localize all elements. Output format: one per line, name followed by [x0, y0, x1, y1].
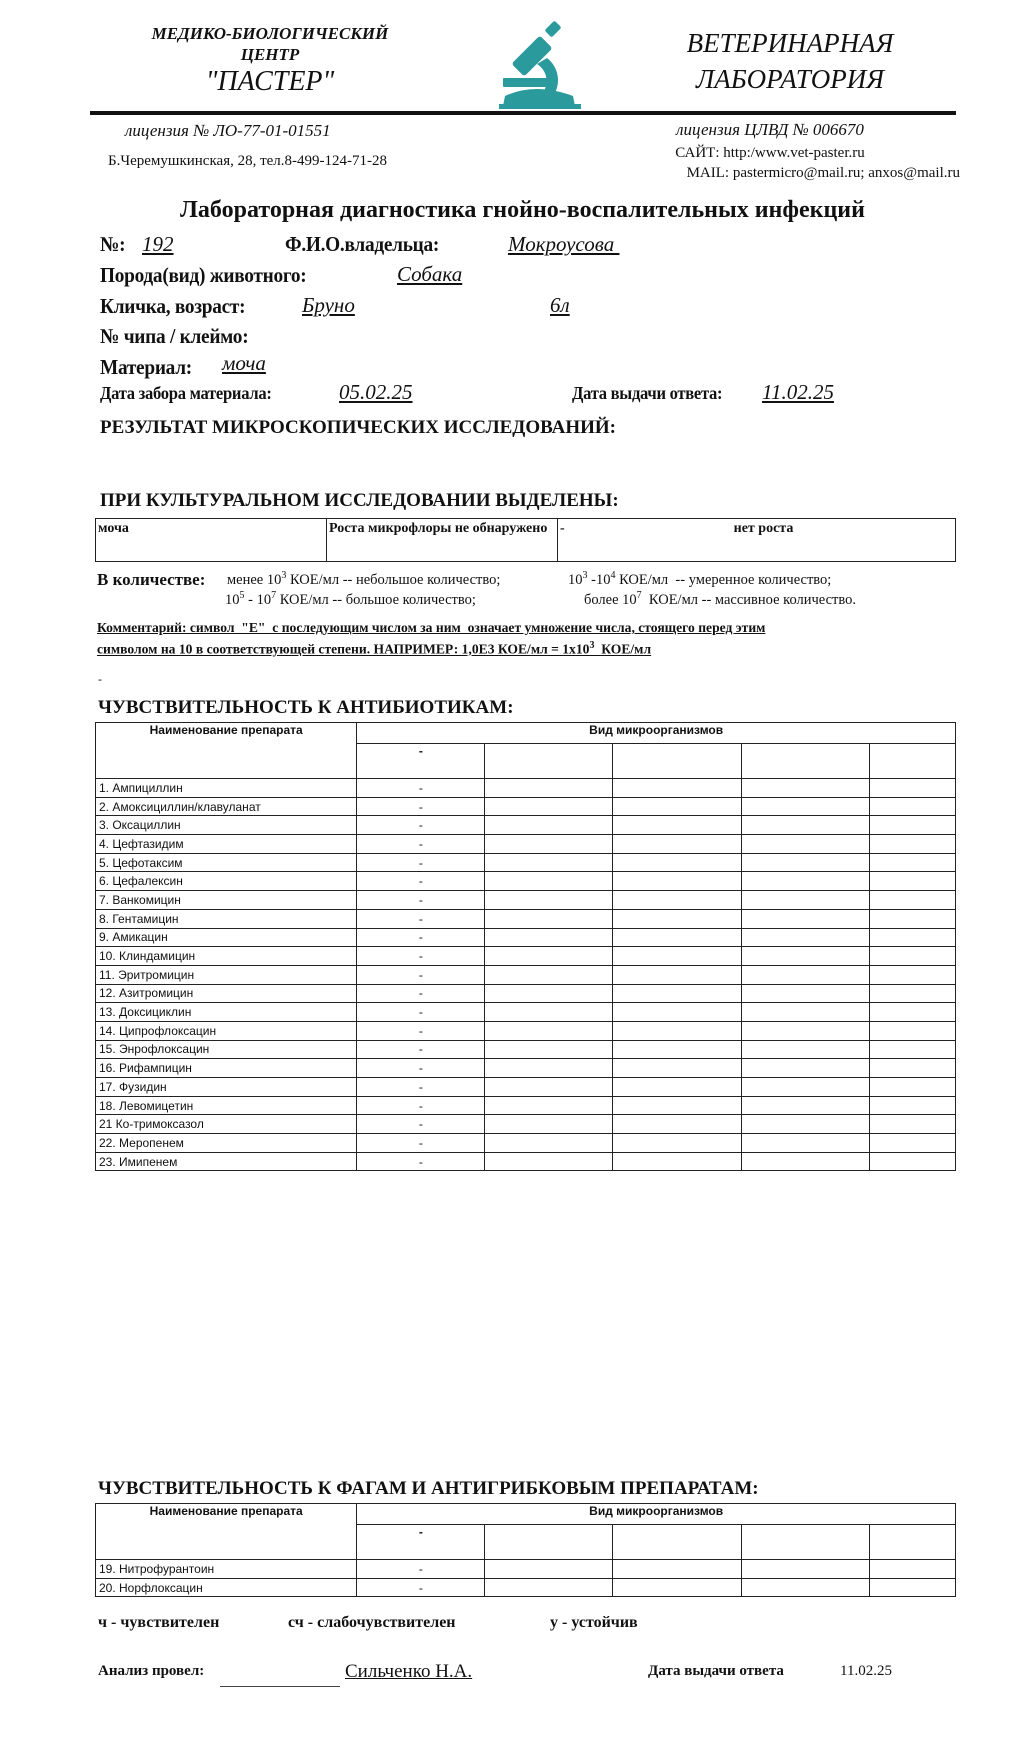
name-age-label: Кличка, возраст: [100, 294, 246, 318]
org-brand: "ПАСТЕР" [205, 66, 335, 97]
quantity-label: В количестве: [97, 570, 206, 589]
culture-heading: ПРИ КУЛЬТУРАЛЬНОМ ИССЛЕДОВАНИИ ВЫДЕЛЕНЫ: [100, 490, 619, 511]
empty-cell [741, 1152, 869, 1171]
table-row [96, 835, 956, 854]
analyst-name: Сильченко Н.А. [345, 1661, 473, 1682]
empty-cell [869, 1003, 955, 1022]
empty-cell [741, 872, 869, 891]
empty-cell [869, 928, 955, 947]
culture-result: Роста микрофлоры не обнаружено [327, 519, 558, 562]
empty-cell [741, 1078, 869, 1097]
table-row [96, 928, 956, 947]
empty-cell [869, 1115, 955, 1134]
pet-name-value: Бруно [302, 293, 355, 317]
empty-cell [741, 1021, 869, 1040]
header-rule [90, 111, 956, 115]
micro-column-header [869, 744, 955, 779]
empty-cell [869, 1040, 955, 1059]
empty-cell [741, 928, 869, 947]
empty-cell [613, 797, 741, 816]
empty-cell [613, 1560, 741, 1579]
empty-cell [869, 909, 955, 928]
quantity-small: менее $10^3$ КОЕ/мл -- небольшое количество; [227, 570, 501, 588]
comment-line2: символом на 10 в соответствующей степени. НАПРИМЕР: 1,0Е3 $КОЕ/мл = 1х10^3$ КОЕ/мл [97, 640, 652, 657]
org-name-line1: МЕДИКО-БИОЛОГИЧЕСКИЙ [151, 24, 389, 43]
empty-cell [869, 816, 955, 835]
empty-cell [613, 1578, 741, 1597]
owner-value: Мокроусова [508, 232, 620, 256]
table-row [96, 1059, 956, 1078]
empty-cell [485, 1115, 613, 1134]
table-row [96, 1096, 956, 1115]
breed-label: Порода(вид) животного: [100, 263, 307, 287]
empty-cell [613, 984, 741, 1003]
age-value: 6л [550, 293, 570, 317]
empty-cell [741, 1115, 869, 1134]
quantity-moderate: $10^3$ $-10^4$ КОЕ/мл -- умеренное количество; [568, 570, 832, 588]
empty-cell [741, 1134, 869, 1153]
empty-cell [485, 779, 613, 798]
empty-cell [613, 965, 741, 984]
material-value: моча [222, 351, 266, 375]
lab-name-line1: ВЕТЕРИНАРНАЯ [686, 28, 894, 58]
empty-cell [869, 1078, 955, 1097]
empty-cell [485, 891, 613, 910]
email: MAIL: pastermicro@mail.ru; anxos@mail.ru [686, 165, 960, 181]
table-row [96, 1078, 956, 1097]
drug-name: 4. Цефтазидим [96, 835, 357, 854]
col-header-drug: Наименование препарата [96, 723, 357, 779]
culture-dash: - [558, 519, 573, 562]
empty-cell [485, 816, 613, 835]
empty-cell [613, 891, 741, 910]
micro-column-header [613, 1525, 741, 1560]
drug-name: 9. Амикацин [96, 928, 357, 947]
empty-cell [741, 797, 869, 816]
empty-cell [741, 891, 869, 910]
empty-cell [869, 1059, 955, 1078]
sensitivity-value: - [357, 853, 485, 872]
drug-name: 23. Имипенем [96, 1152, 357, 1171]
empty-cell [741, 947, 869, 966]
empty-cell [869, 835, 955, 854]
table-row [96, 1152, 956, 1171]
drug-name: 13. Доксициклин [96, 1003, 357, 1022]
empty-cell [613, 1040, 741, 1059]
empty-cell [613, 928, 741, 947]
collect-date-value: 05.02.25 [339, 380, 413, 404]
empty-cell [485, 947, 613, 966]
empty-cell [741, 1003, 869, 1022]
empty-cell [613, 816, 741, 835]
empty-cell [869, 1021, 955, 1040]
empty-cell [485, 1152, 613, 1171]
website-link[interactable]: САЙТ: http:/www.vet-paster.ru [675, 145, 865, 161]
antibiotics-table [95, 722, 956, 1171]
footer-date-value: 11.02.25 [840, 1663, 892, 1679]
col-header-micro: Вид микроорганизмов [357, 1504, 956, 1525]
empty-cell [741, 779, 869, 798]
table-row [96, 872, 956, 891]
table-row [96, 1134, 956, 1153]
table-row [96, 965, 956, 984]
antibiotics-heading: ЧУВСТВИТЕЛЬНОСТЬ К АНТИБИОТИКАМ: [98, 697, 514, 718]
micro-column-header: - [357, 1525, 485, 1560]
number-label: №: [100, 232, 126, 256]
empty-cell [869, 891, 955, 910]
table-row [96, 1021, 956, 1040]
empty-cell [613, 1021, 741, 1040]
table-row [96, 519, 956, 562]
sensitivity-value: - [357, 891, 485, 910]
issue-date-label: Дата выдачи ответа: [572, 383, 723, 403]
drug-name: 6. Цефалексин [96, 872, 357, 891]
empty-cell [485, 928, 613, 947]
breed-value: Собака [397, 262, 463, 286]
empty-cell [613, 909, 741, 928]
drug-name: 7. Ванкомицин [96, 891, 357, 910]
empty-cell [741, 816, 869, 835]
micro-heading: РЕЗУЛЬТАТ МИКРОСКОПИЧЕСКИХ ИССЛЕДОВАНИЙ: [100, 417, 617, 438]
empty-cell [485, 853, 613, 872]
empty-cell [485, 1003, 613, 1022]
table-row [96, 1003, 956, 1022]
sensitivity-value: - [357, 1152, 485, 1171]
table-row [96, 816, 956, 835]
table-row [96, 909, 956, 928]
micro-column-header: - [357, 744, 485, 779]
issue-date-value: 11.02.25 [762, 380, 834, 404]
drug-name: 17. Фузидин [96, 1078, 357, 1097]
empty-cell [613, 872, 741, 891]
empty-cell [485, 1040, 613, 1059]
micro-column-header [869, 1525, 955, 1560]
table-row [96, 1115, 956, 1134]
legend-weak: сч - слабочувствителен [288, 1614, 456, 1631]
empty-cell [485, 1059, 613, 1078]
table-row [96, 853, 956, 872]
signature-line [220, 1686, 340, 1687]
empty-cell [869, 1096, 955, 1115]
empty-cell [869, 853, 955, 872]
sensitivity-value: - [357, 984, 485, 1003]
empty-cell [741, 1560, 869, 1579]
empty-cell [741, 1578, 869, 1597]
empty-cell [741, 853, 869, 872]
drug-name: 10. Клиндамицин [96, 947, 357, 966]
sensitivity-value: - [357, 1040, 485, 1059]
left-license: лицензия № ЛО-77-01-01551 [125, 121, 331, 140]
empty-cell [869, 947, 955, 966]
sensitivity-value: - [357, 1078, 485, 1097]
micro-column-header [613, 744, 741, 779]
table-row [96, 947, 956, 966]
table-row [96, 779, 956, 798]
collect-date-label: Дата забора материала: [100, 383, 272, 403]
quantity-large: $10^5 - 10^7$ КОЕ/мл -- большое количество; [225, 590, 476, 608]
empty-cell [741, 984, 869, 1003]
drug-name: 22. Меропенем [96, 1134, 357, 1153]
analyst-label: Анализ провел: [98, 1663, 205, 1679]
empty-cell [485, 1096, 613, 1115]
sensitivity-value: - [357, 1003, 485, 1022]
empty-cell [741, 1040, 869, 1059]
address: Б.Черемушкинская, 28, тел.8-499-124-71-28 [108, 153, 388, 169]
micro-column-header [741, 1525, 869, 1560]
empty-cell [485, 984, 613, 1003]
legend-sensitive: ч - чувствителен [98, 1614, 220, 1631]
empty-cell [485, 835, 613, 854]
drug-name: 2. Амоксициллин/клавуланат [96, 797, 357, 816]
empty-cell [741, 835, 869, 854]
drug-name: 15. Энрофлоксацин [96, 1040, 357, 1059]
empty-cell [741, 965, 869, 984]
table-row [96, 1560, 956, 1579]
empty-cell [613, 1059, 741, 1078]
culture-material: моча [96, 519, 327, 562]
sensitivity-value: - [357, 1578, 485, 1597]
sensitivity-value: - [357, 779, 485, 798]
empty-cell [613, 1003, 741, 1022]
empty-cell [613, 1152, 741, 1171]
micro-column-header [741, 744, 869, 779]
empty-cell [869, 1560, 955, 1579]
sensitivity-value: - [357, 1134, 485, 1153]
sensitivity-value: - [357, 947, 485, 966]
phages-table [95, 1503, 956, 1597]
empty-cell [485, 965, 613, 984]
micro-column-header [485, 1525, 613, 1560]
empty-cell [485, 1578, 613, 1597]
empty-cell [869, 965, 955, 984]
drug-name: 21 Ко-тримоксазол [96, 1115, 357, 1134]
drug-name: 1. Ампициллин [96, 779, 357, 798]
material-label: Материал: [100, 355, 192, 379]
micro-column-header [485, 744, 613, 779]
col-header-micro: Вид микроорганизмов [357, 723, 956, 744]
drug-name: 3. Оксациллин [96, 816, 357, 835]
drug-name: 14. Ципрофлоксацин [96, 1021, 357, 1040]
table-row [96, 1578, 956, 1597]
lab-name-line2: ЛАБОРАТОРИЯ [695, 64, 885, 94]
sensitivity-value: - [357, 872, 485, 891]
empty-cell [869, 1578, 955, 1597]
drug-name: 11. Эритромицин [96, 965, 357, 984]
phages-heading: ЧУВСТВИТЕЛЬНОСТЬ К ФАГАМ И АНТИГРИБКОВЫМ ПРЕПАРАТАМ: [98, 1478, 759, 1499]
culture-growth: нет роста [572, 519, 956, 562]
sensitivity-value: - [357, 1021, 485, 1040]
col-header-drug: Наименование препарата [96, 1504, 357, 1560]
sensitivity-value: - [357, 835, 485, 854]
legend-resistant: у - устойчив [550, 1614, 638, 1631]
empty-cell [869, 1152, 955, 1171]
table-row [96, 797, 956, 816]
sensitivity-value: - [357, 965, 485, 984]
drug-name: 18. Левомицетин [96, 1096, 357, 1115]
empty-cell [741, 1059, 869, 1078]
culture-table [95, 518, 956, 562]
table-row [96, 984, 956, 1003]
empty-cell [613, 1096, 741, 1115]
empty-cell [869, 984, 955, 1003]
empty-cell [741, 909, 869, 928]
empty-cell [613, 1134, 741, 1153]
drug-name: 8. Гентамицин [96, 909, 357, 928]
empty-cell [485, 872, 613, 891]
microscope-icon [485, 18, 585, 111]
empty-cell [741, 1096, 869, 1115]
empty-cell [485, 1134, 613, 1153]
number-value: 192 [142, 232, 174, 256]
footer-date-label: Дата выдачи ответа [648, 1663, 784, 1679]
sensitivity-value: - [357, 1059, 485, 1078]
empty-cell [613, 1078, 741, 1097]
empty-cell [613, 1115, 741, 1134]
empty-cell [613, 853, 741, 872]
empty-cell [485, 909, 613, 928]
drug-name: 16. Рифампицин [96, 1059, 357, 1078]
chip-label: № чипа / клеймо: [100, 324, 249, 348]
empty-cell [869, 1134, 955, 1153]
page-title: Лабораторная диагностика гнойно-воспалительных инфекций [180, 197, 865, 223]
website [600, 145, 940, 162]
table-row [96, 1040, 956, 1059]
empty-cell [613, 947, 741, 966]
sensitivity-value: - [357, 797, 485, 816]
sensitivity-value: - [357, 928, 485, 947]
empty-cell [869, 779, 955, 798]
empty-cell [613, 835, 741, 854]
empty-cell [485, 1021, 613, 1040]
quantity-massive: более $10^7$ КОЕ/мл -- массивное количество. [584, 590, 856, 608]
empty-cell [485, 1560, 613, 1579]
drug-name: 20. Норфлоксацин [96, 1578, 357, 1597]
empty-cell [485, 797, 613, 816]
sensitivity-value: - [357, 1096, 485, 1115]
sensitivity-value: - [357, 1560, 485, 1579]
owner-label: Ф.И.О.владельца: [285, 232, 440, 256]
drug-name: 5. Цефотаксим [96, 853, 357, 872]
empty-cell [613, 779, 741, 798]
sensitivity-value: - [357, 1115, 485, 1134]
comment-line1: Комментарий: символ "Е" с последующим числом за ним означает умножение числа, стоящего перед этим [97, 620, 766, 635]
empty-cell [869, 797, 955, 816]
drug-name: 12. Азитромицин [96, 984, 357, 1003]
sensitivity-value: - [357, 816, 485, 835]
table-row [96, 891, 956, 910]
right-license: лицензия ЦЛВД № 006670 [676, 120, 864, 139]
empty-cell [485, 1078, 613, 1097]
drug-name: 19. Нитрофурантоин [96, 1560, 357, 1579]
empty-cell [869, 872, 955, 891]
sensitivity-value: - [357, 909, 485, 928]
org-name-line2: ЦЕНТР [240, 45, 300, 64]
dash-mark: - [98, 672, 102, 686]
